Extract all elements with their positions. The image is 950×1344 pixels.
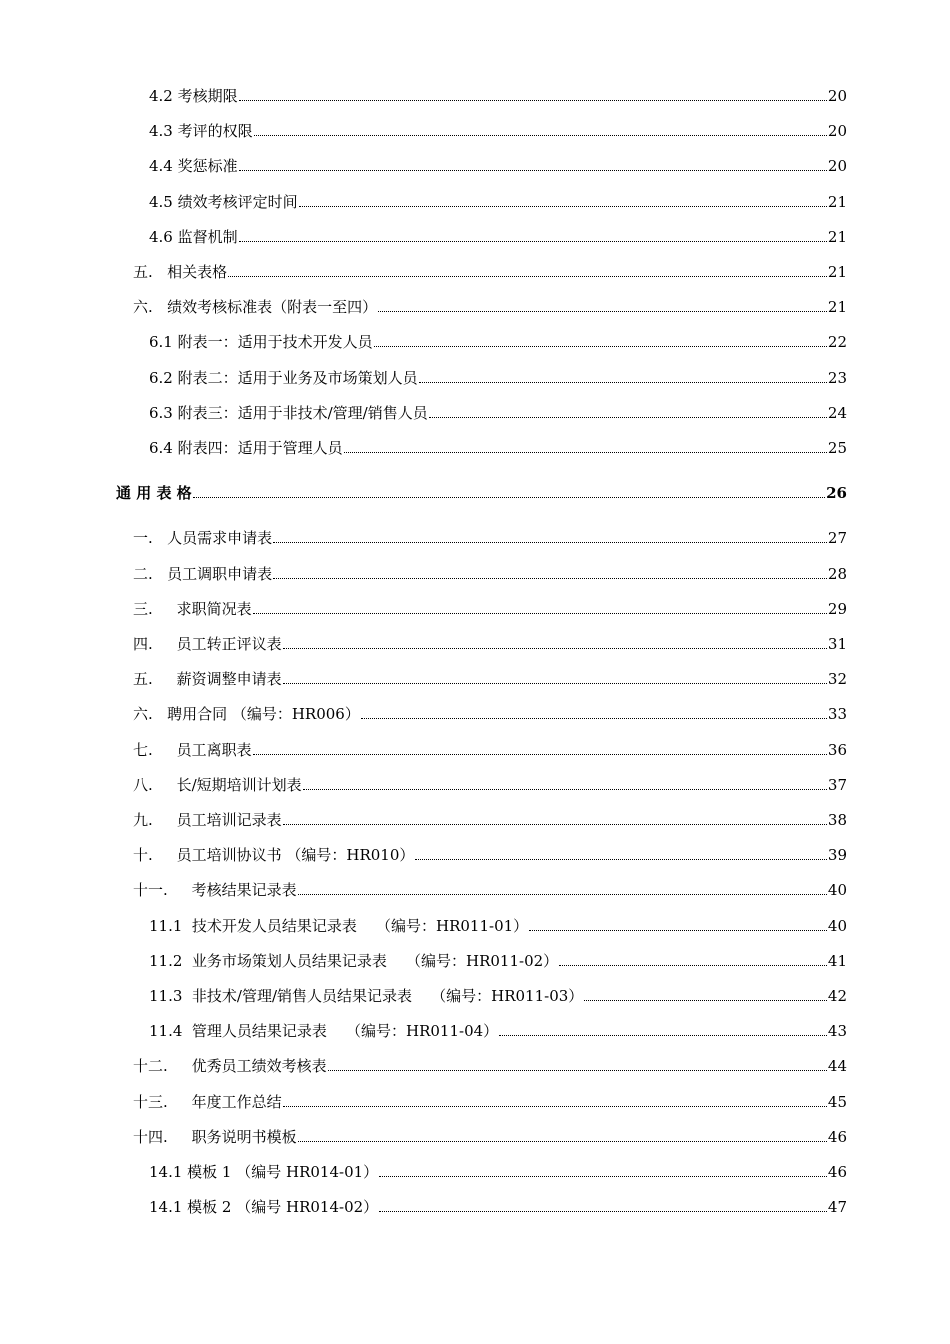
toc-entry-title: 十一. 考核结果记录表 (133, 881, 297, 900)
toc-entry[interactable] (133, 1054, 847, 1076)
toc-entry[interactable] (149, 1195, 847, 1217)
toc-entry-title: 通 用 表 格 (116, 484, 192, 503)
toc-entry-title: 五. 薪资调整申请表 (133, 670, 282, 689)
toc-entry-page: 21 (827, 298, 847, 317)
toc-entry-page: 32 (827, 670, 847, 689)
toc-entry-title: 11.3 非技术/管理/销售人员结果记录表 （编号：HR011-03） (149, 987, 584, 1005)
toc-entry-title: 二. 员工调职申请表 (133, 564, 273, 583)
toc-dot-leader (374, 346, 827, 347)
toc-entry-page: 47 (827, 1198, 847, 1217)
toc-entry[interactable] (133, 1125, 847, 1147)
toc-dot-leader (239, 241, 827, 242)
toc-entry-page: 24 (827, 403, 847, 422)
toc-dot-leader (273, 578, 827, 579)
toc-entry-title: 11.4 管理人员结果记录表 （编号：HR011-04） (149, 1022, 499, 1041)
toc-entry-title: 4.6 监督机制 (149, 227, 238, 246)
toc-dot-leader (499, 1035, 827, 1036)
toc-entry-title: 七. 员工离职表 (133, 740, 252, 759)
toc-entry-title: 14.1 模板 2 （编号 HR014-02） (149, 1198, 379, 1217)
toc-entry[interactable] (133, 562, 847, 584)
toc-dot-leader (239, 100, 827, 101)
toc-entry-page: 20 (827, 122, 847, 141)
toc-entry[interactable] (133, 808, 847, 830)
toc-entry-title: 14.1 模板 1 （编号 HR014-01） (149, 1163, 379, 1181)
toc-entry[interactable] (133, 738, 847, 760)
toc-dot-leader (344, 452, 827, 453)
toc-entry[interactable] (149, 401, 847, 423)
toc-entry-page: 38 (827, 811, 847, 829)
toc-entry-title: 4.5 绩效考核评定时间 (149, 192, 298, 211)
toc-dot-leader (379, 1176, 827, 1177)
toc-entry[interactable] (133, 878, 847, 900)
toc-dot-leader (273, 542, 827, 543)
toc-dot-leader (378, 311, 827, 312)
toc-dot-leader (429, 417, 827, 418)
toc-entry-title: 三. 求职简况表 (133, 599, 252, 618)
toc-dot-leader (379, 1211, 827, 1212)
toc-dot-leader (253, 613, 827, 614)
toc-entry[interactable] (133, 526, 847, 548)
toc-entry-page: 44 (827, 1057, 847, 1076)
toc-entry-page: 40 (827, 916, 847, 935)
toc-dot-leader (298, 1141, 827, 1142)
toc-entry-page: 31 (827, 635, 847, 653)
toc-entry[interactable] (149, 366, 847, 388)
toc-entry[interactable] (149, 225, 847, 247)
toc-entry-page: 27 (827, 529, 847, 548)
toc-entry-title: 十三. 年度工作总结 (133, 1092, 282, 1111)
toc-entry-page: 43 (827, 1022, 847, 1041)
toc-entry[interactable] (133, 667, 847, 689)
toc-dot-leader (228, 276, 827, 277)
toc-entry[interactable] (133, 295, 847, 317)
toc-entry-title: 六. 聘用合同 （编号：HR006） (133, 705, 360, 724)
toc-dot-leader (361, 718, 827, 719)
toc-entry-title: 五. 相关表格 (133, 263, 228, 281)
toc-entry-page: 39 (827, 846, 847, 865)
toc-dot-leader (415, 859, 827, 860)
toc-entry-title: 11.1 技术开发人员结果记录表 （编号：HR011-01） (149, 916, 529, 935)
toc-entry-page: 21 (827, 263, 847, 281)
toc-dot-leader (193, 497, 825, 498)
toc-entry-title: 十二. 优秀员工绩效考核表 (133, 1057, 327, 1076)
toc-entry[interactable] (133, 843, 847, 865)
toc-entry-page: 21 (827, 192, 847, 211)
toc-entry-page: 36 (827, 740, 847, 759)
toc-entry[interactable] (149, 949, 847, 971)
toc-entry-title: 十四. 职务说明书模板 (133, 1127, 297, 1146)
toc-entry-title: 4.3 考评的权限 (149, 122, 253, 141)
toc-entry-page: 20 (827, 87, 847, 105)
toc-entry[interactable] (149, 330, 847, 352)
toc-entry[interactable] (133, 597, 847, 619)
toc-entry[interactable] (149, 914, 847, 936)
toc-entry-page: 26 (826, 484, 847, 503)
toc-dot-leader (283, 824, 827, 825)
toc-entry[interactable] (149, 984, 847, 1006)
toc-dot-leader (529, 930, 827, 931)
toc-entry[interactable] (116, 481, 847, 503)
toc-entry[interactable] (149, 1160, 847, 1182)
toc-entry-page: 21 (827, 227, 847, 246)
toc-entry-page: 42 (827, 987, 847, 1005)
toc-entry-title: 11.2 业务市场策划人员结果记录表 （编号：HR011-02） (149, 951, 559, 970)
toc-dot-leader (559, 965, 827, 966)
toc-entry-title: 一. 人员需求申请表 (133, 529, 273, 548)
toc-entry-page: 37 (827, 775, 847, 794)
toc-entry-title: 4.2 考核期限 (149, 87, 238, 105)
toc-entry[interactable] (149, 119, 847, 141)
toc-dot-leader (584, 1000, 827, 1001)
toc-entry-title: 6.3 附表三：适用于非技术/管理/销售人员 (149, 403, 428, 422)
toc-entry-page: 20 (827, 157, 847, 176)
toc-dot-leader (253, 754, 827, 755)
toc-entry[interactable] (149, 436, 847, 458)
toc-entry-page: 45 (827, 1092, 847, 1111)
toc-dot-leader (299, 206, 827, 207)
toc-entry-page: 33 (827, 705, 847, 724)
toc-dot-leader (298, 894, 827, 895)
toc-entry-title: 八. 长/短期培训计划表 (133, 775, 302, 794)
toc-dot-leader (254, 135, 827, 136)
toc-entry-title: 6.2 附表二：适用于业务及市场策划人员 (149, 368, 418, 387)
toc-dot-leader (239, 170, 827, 171)
toc-dot-leader (419, 382, 827, 383)
toc-dot-leader (283, 1106, 827, 1107)
toc-entry-page: 41 (827, 951, 847, 970)
toc-dot-leader (283, 683, 827, 684)
toc-dot-leader (303, 789, 827, 790)
toc-entry-title: 4.4 奖惩标准 (149, 157, 238, 176)
toc-entry-title: 六. 绩效考核标准表（附表一至四） (133, 298, 378, 317)
toc-entry-title: 6.4 附表四：适用于管理人员 (149, 439, 343, 457)
toc-entry[interactable] (149, 190, 847, 212)
toc-entry[interactable] (149, 84, 847, 106)
toc-entry-page: 28 (827, 564, 847, 583)
toc-entry-page: 46 (827, 1127, 847, 1146)
toc-entry-page: 25 (827, 439, 847, 457)
toc-entry-title: 6.1 附表一：适用于技术开发人员 (149, 333, 373, 352)
toc-entry-title: 十. 员工培训协议书 （编号：HR010） (133, 846, 415, 865)
toc-entry[interactable] (149, 1019, 847, 1041)
toc-entry-page: 46 (827, 1163, 847, 1181)
toc-entry[interactable] (133, 1090, 847, 1112)
toc-entry-page: 22 (827, 333, 847, 352)
toc-entry[interactable] (133, 260, 847, 282)
toc-entry[interactable] (133, 632, 847, 654)
toc-entry[interactable] (133, 773, 847, 795)
toc-entry[interactable] (149, 154, 847, 176)
toc-entry-page: 29 (827, 599, 847, 618)
toc-entry-title: 九. 员工培训记录表 (133, 811, 282, 829)
toc-dot-leader (328, 1070, 827, 1071)
toc-dot-leader (283, 648, 827, 649)
toc-entry[interactable] (133, 702, 847, 724)
toc-entry-page: 40 (827, 881, 847, 900)
toc-entry-title: 四. 员工转正评议表 (133, 635, 282, 653)
toc-entry-page: 23 (827, 368, 847, 387)
